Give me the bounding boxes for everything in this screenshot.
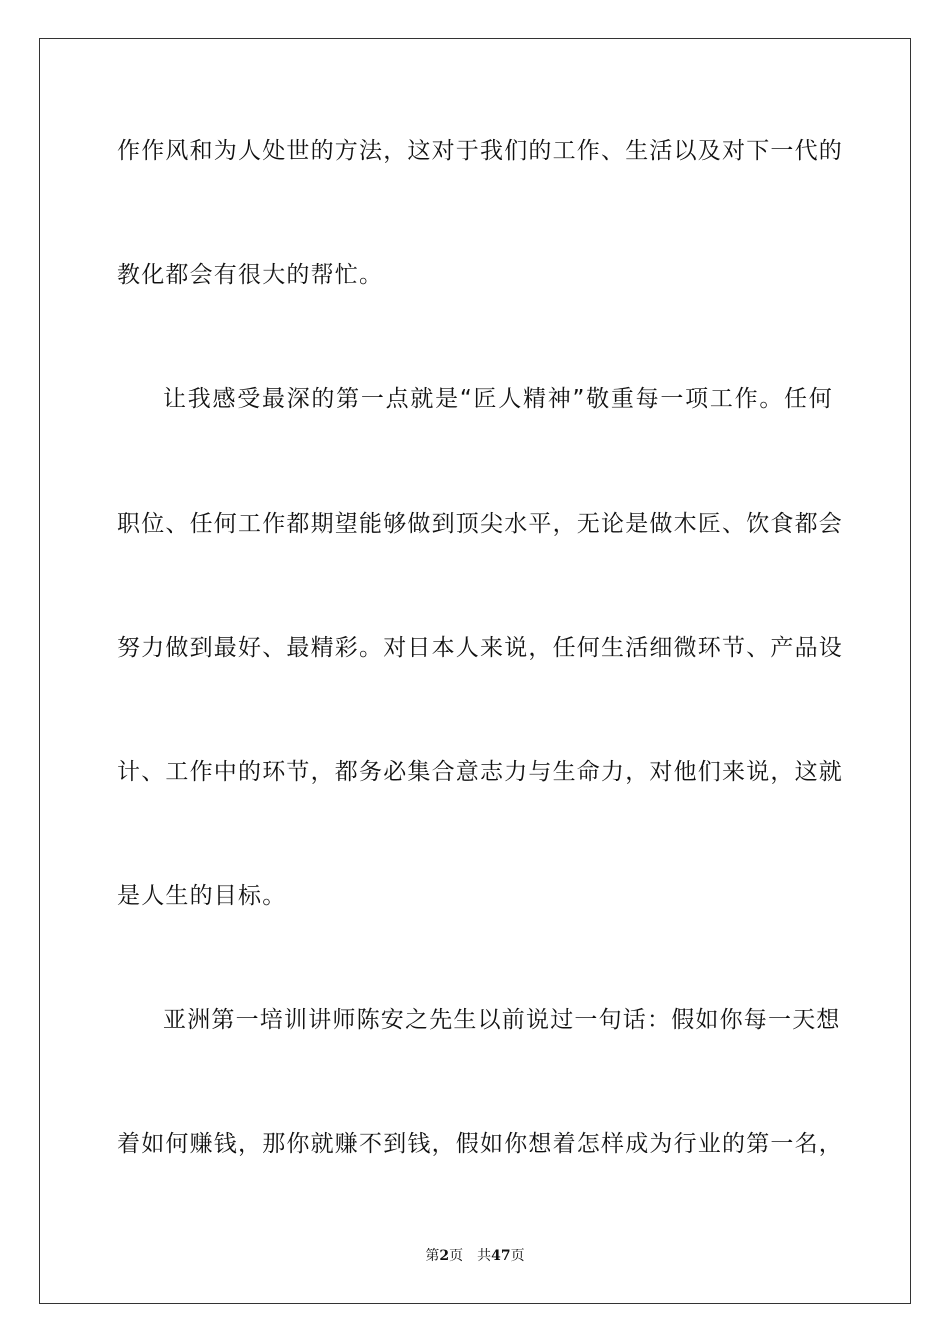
- text-line-6: 计、工作中的环节，都务必集合意志力与生命力，对他们来说，这就: [117, 759, 843, 785]
- text-line-2: 教化都会有很大的帮忙。: [117, 262, 384, 288]
- text-line-4: 职位、任何工作都期望能够做到顶尖水平，无论是做木匠、饮食都会: [117, 511, 843, 537]
- text-line-1: 作作风和为人处世的方法，这对于我们的工作、生活以及对下一代的: [117, 138, 843, 164]
- page-border: [39, 38, 911, 1304]
- footer-page-number: 2: [439, 1248, 450, 1264]
- text-line-7: 是人生的目标。: [117, 883, 287, 909]
- footer-total-suffix: 页: [510, 1248, 525, 1264]
- footer-page-prefix: 第: [425, 1248, 440, 1264]
- text-line-8: 亚洲第一培训讲师陈安之先生以前说过一句话：假如你每一天想: [163, 1007, 841, 1033]
- footer-total-pages: 47: [491, 1248, 511, 1264]
- page-footer: [0, 1246, 950, 1266]
- text-line-9: 着如何赚钱，那你就赚不到钱，假如你想着怎样成为行业的第一名，: [117, 1131, 843, 1157]
- footer-page-suffix: 页: [449, 1248, 464, 1264]
- text-line-5: 努力做到最好、最精彩。对日本人来说，任何生活细微环节、产品设: [117, 635, 843, 661]
- footer-total-prefix: 共: [477, 1248, 492, 1264]
- text-line-3: 让我感受最深的第一点就是“匠人精神”敬重每一项工作。任何: [163, 386, 833, 412]
